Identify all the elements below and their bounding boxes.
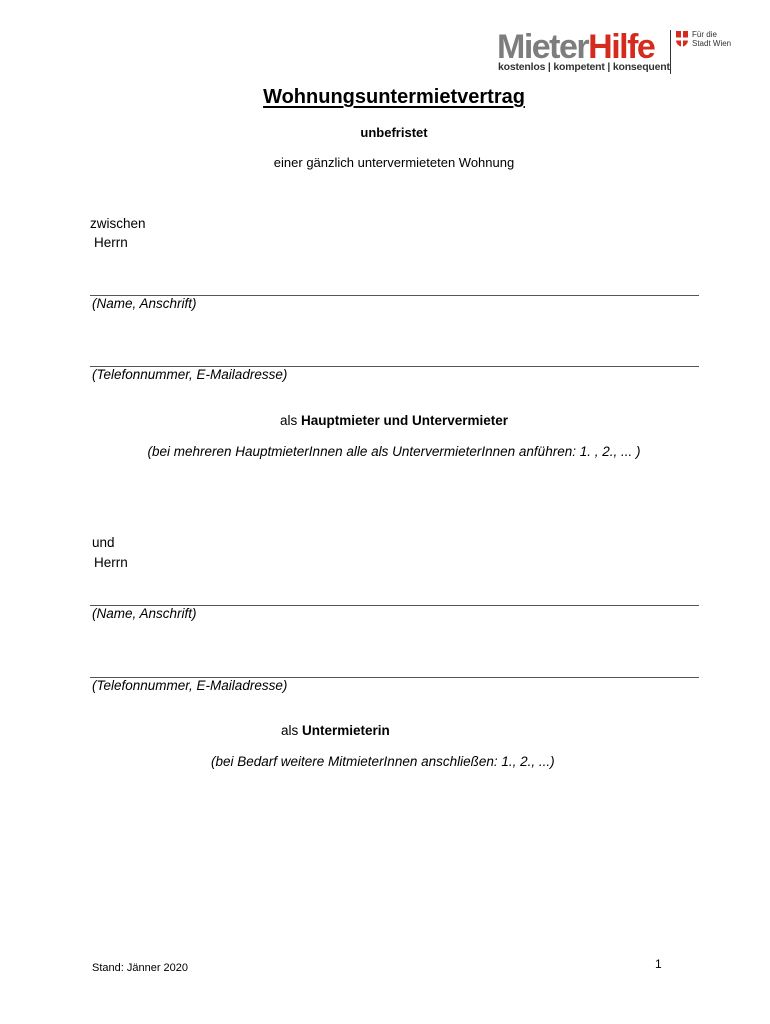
logo-divider: [670, 30, 671, 74]
city-label: [692, 30, 742, 48]
city-label-line2: Stadt Wien: [692, 39, 732, 48]
party2-note: (bei Bedarf weitere MitmieterInnen anschließen: 1., 2., ...): [211, 754, 555, 769]
party1-note: (bei mehreren HauptmieterInnen alle als UntervermieterInnen anführen: 1. , 2., ... ): [147, 444, 641, 459]
brand-logo-part1: Mieter: [497, 28, 589, 66]
party2-role-label: Untermieterin: [302, 723, 390, 738]
page-number: 1: [655, 957, 662, 971]
party2-salutation: Herrn: [94, 555, 128, 570]
document-subtitle: unbefristet: [360, 125, 428, 140]
document-description: einer gänzlich untervermieteten Wohnung: [273, 155, 515, 170]
party2-role-prefix: als: [281, 723, 299, 738]
party2-intro: und: [92, 535, 115, 550]
city-label-line1: Für die: [692, 30, 717, 39]
party2-contact-caption: (Telefonnummer, E-Mailadresse): [92, 678, 288, 693]
party1-role: [0, 413, 770, 428]
party1-role-label: Hauptmieter und Untervermieter: [300, 413, 509, 428]
vienna-shield-icon: [676, 31, 688, 47]
brand-logo-part2: Hilfe: [588, 28, 655, 66]
party1-name-caption: (Name, Anschrift): [92, 296, 197, 311]
document-title: Wohnungsuntermietvertrag: [263, 86, 525, 108]
party2-role: [281, 723, 390, 738]
party2-name-caption: (Name, Anschrift): [92, 606, 197, 621]
party1-intro: zwischen: [90, 216, 146, 231]
footer-stand: Stand: Jänner 2020: [92, 962, 189, 974]
brand-tagline: kostenlos | kompetent | konsequent: [498, 61, 670, 73]
party1-contact-caption: (Telefonnummer, E-Mailadresse): [92, 367, 288, 382]
party1-role-prefix: als: [279, 413, 298, 428]
party1-salutation: Herrn: [94, 235, 128, 250]
